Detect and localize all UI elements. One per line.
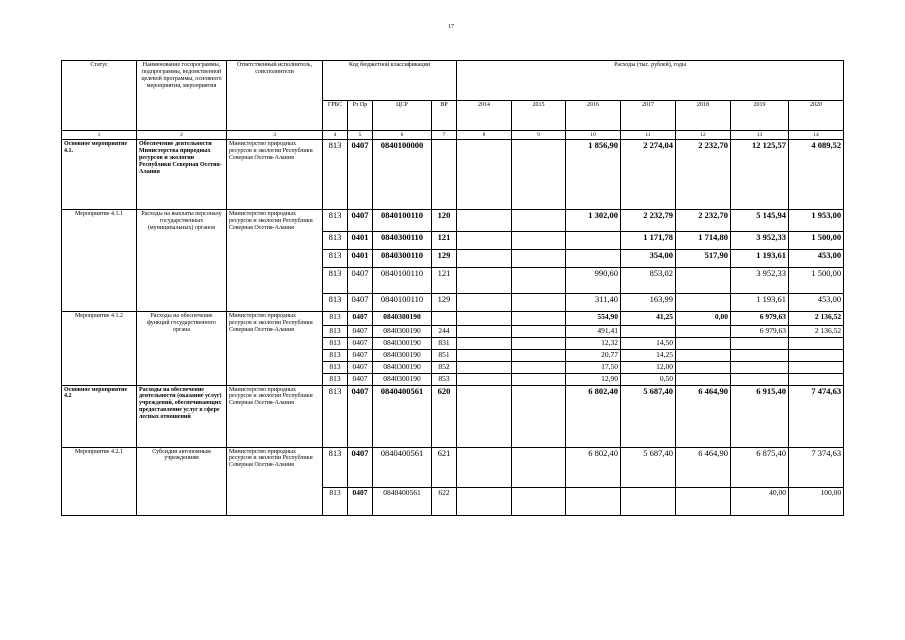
row-status: Мероприятие 4.1.2 <box>62 312 137 385</box>
cell-csr: 0840300190 <box>373 373 432 385</box>
cell-year-2014 <box>457 232 512 250</box>
cell-year-2014 <box>457 210 512 232</box>
cell-year-2017: 1 171,78 <box>621 232 676 250</box>
cell-year-2015 <box>512 312 566 326</box>
row-name: Обеспечение деятельности Министерства природных ресурсов и экологии Республики Северная Осетия-Алания <box>137 140 227 210</box>
table-row <box>62 312 844 326</box>
table-row <box>62 210 844 232</box>
cell-year-2016: 6 802,40 <box>566 447 621 487</box>
cell-year-2018: 6 464,90 <box>676 385 731 447</box>
cell-csr: 0840100110 <box>373 294 432 312</box>
cell-grbs: 813 <box>323 338 348 350</box>
cell-year-2020 <box>789 373 844 385</box>
cell-csr: 0840300190 <box>373 362 432 374</box>
row-executor: Министерство природных ресурсов и экологии Республики Северная Осетия-Алания <box>227 385 323 447</box>
cell-grbs: 813 <box>323 250 348 268</box>
header-year-2017: 2017 <box>621 101 676 131</box>
cell-year-2020: 2 136,52 <box>789 326 844 338</box>
cell-year-2016: 12,90 <box>566 373 621 385</box>
cell-csr: 0840300110 <box>373 232 432 250</box>
cell-csr: 0840100000 <box>373 140 432 210</box>
cell-rzpr: 0401 <box>348 232 373 250</box>
cell-year-2016: 6 802,40 <box>566 385 621 447</box>
cell-year-2019: 1 193,61 <box>731 294 789 312</box>
cell-year-2017: 5 687,40 <box>621 385 676 447</box>
cell-rzpr: 0407 <box>348 447 373 487</box>
cell-year-2016: 554,90 <box>566 312 621 326</box>
cell-year-2015 <box>512 385 566 447</box>
cell-year-2020: 453,00 <box>789 294 844 312</box>
table-body <box>62 61 844 516</box>
cell-year-2017: 41,25 <box>621 312 676 326</box>
colnum: 13 <box>731 131 789 140</box>
row-status: Основное мероприятие 4.2 <box>62 385 137 447</box>
cell-csr: 0840400561 <box>373 447 432 487</box>
colnum: 3 <box>227 131 323 140</box>
cell-vr: 121 <box>432 232 457 250</box>
cell-year-2016: 311,40 <box>566 294 621 312</box>
cell-vr: 129 <box>432 250 457 268</box>
cell-year-2020: 1 500,00 <box>789 268 844 294</box>
cell-year-2019: 5 145,94 <box>731 210 789 232</box>
cell-year-2019 <box>731 373 789 385</box>
table-row <box>62 385 844 447</box>
cell-vr: 244 <box>432 326 457 338</box>
cell-year-2015 <box>512 250 566 268</box>
cell-year-2017: 12,00 <box>621 362 676 374</box>
colnum: 6 <box>373 131 432 140</box>
colnum: 2 <box>137 131 227 140</box>
cell-year-2016: 1 302,00 <box>566 210 621 232</box>
table-row <box>62 447 844 487</box>
cell-year-2018: 2 232,70 <box>676 140 731 210</box>
header-csr: ЦСР <box>373 101 432 131</box>
cell-rzpr: 0407 <box>348 140 373 210</box>
cell-year-2019: 6 979,63 <box>731 312 789 326</box>
cell-year-2014 <box>457 268 512 294</box>
cell-year-2016: 990,60 <box>566 268 621 294</box>
cell-year-2017: 853,02 <box>621 268 676 294</box>
cell-vr <box>432 140 457 210</box>
cell-vr: 129 <box>432 294 457 312</box>
row-executor: Министерство природных ресурсов и экологии Республики Северная Осетия-Алания <box>227 210 323 312</box>
column-number-row <box>62 131 844 140</box>
cell-year-2020: 100,00 <box>789 487 844 515</box>
cell-grbs: 813 <box>323 294 348 312</box>
cell-year-2015 <box>512 338 566 350</box>
colnum: 11 <box>621 131 676 140</box>
cell-year-2015 <box>512 350 566 362</box>
cell-year-2018: 6 464,90 <box>676 447 731 487</box>
cell-year-2018: 1 714,80 <box>676 232 731 250</box>
cell-year-2017 <box>621 487 676 515</box>
cell-year-2019: 1 193,61 <box>731 250 789 268</box>
cell-year-2014 <box>457 350 512 362</box>
cell-year-2018 <box>676 326 731 338</box>
cell-year-2014 <box>457 373 512 385</box>
cell-year-2020: 1 953,00 <box>789 210 844 232</box>
cell-vr: 120 <box>432 210 457 232</box>
row-name: Расходы на обеспечение функций государственного органа <box>137 312 227 385</box>
header-year-2014: 2014 <box>457 101 512 131</box>
cell-vr: 831 <box>432 338 457 350</box>
cell-rzpr: 0407 <box>348 487 373 515</box>
cell-year-2019: 40,00 <box>731 487 789 515</box>
cell-year-2016: 12,32 <box>566 338 621 350</box>
cell-grbs: 813 <box>323 373 348 385</box>
header-year-2018: 2018 <box>676 101 731 131</box>
cell-grbs: 813 <box>323 140 348 210</box>
colnum: 1 <box>62 131 137 140</box>
header-grbs: ГРБС <box>323 101 348 131</box>
cell-grbs: 813 <box>323 350 348 362</box>
header-year-2015: 2015 <box>512 101 566 131</box>
cell-year-2014 <box>457 362 512 374</box>
cell-year-2016: 1 856,90 <box>566 140 621 210</box>
cell-year-2020: 7 474,63 <box>789 385 844 447</box>
cell-vr: 622 <box>432 487 457 515</box>
cell-year-2019 <box>731 350 789 362</box>
cell-year-2018 <box>676 294 731 312</box>
row-name: Субсидии автономным учреждениям <box>137 447 227 515</box>
cell-year-2014 <box>457 326 512 338</box>
cell-year-2017 <box>621 326 676 338</box>
cell-rzpr: 0407 <box>348 362 373 374</box>
cell-year-2016 <box>566 487 621 515</box>
colnum: 10 <box>566 131 621 140</box>
cell-year-2015 <box>512 362 566 374</box>
cell-rzpr: 0407 <box>348 210 373 232</box>
cell-year-2020: 4 089,52 <box>789 140 844 210</box>
cell-year-2014 <box>457 312 512 326</box>
cell-csr: 0840300190 <box>373 350 432 362</box>
cell-year-2017: 5 687,40 <box>621 447 676 487</box>
cell-csr: 0840300190 <box>373 312 432 326</box>
header-executor: Ответственный исполнитель, соисполнители <box>227 61 323 131</box>
cell-year-2015 <box>512 447 566 487</box>
cell-year-2020: 453,00 <box>789 250 844 268</box>
table-row <box>62 140 844 210</box>
cell-rzpr: 0407 <box>348 373 373 385</box>
colnum: 12 <box>676 131 731 140</box>
cell-year-2015 <box>512 268 566 294</box>
cell-year-2016: 17,50 <box>566 362 621 374</box>
row-executor: Министерство природных ресурсов и экологии Республики Северная Осетия-Алания <box>227 140 323 210</box>
cell-year-2017: 163,99 <box>621 294 676 312</box>
row-status: Мероприятие 4.1.1 <box>62 210 137 312</box>
cell-csr: 0840400561 <box>373 385 432 447</box>
cell-year-2017: 354,00 <box>621 250 676 268</box>
cell-grbs: 813 <box>323 210 348 232</box>
header-year-2019: 2019 <box>731 101 789 131</box>
cell-year-2015 <box>512 326 566 338</box>
cell-year-2016 <box>566 232 621 250</box>
cell-csr: 0840300190 <box>373 338 432 350</box>
header-status: Статус <box>62 61 137 131</box>
budget-table <box>61 60 844 516</box>
cell-year-2018 <box>676 487 731 515</box>
cell-vr <box>432 312 457 326</box>
cell-year-2020 <box>789 362 844 374</box>
cell-year-2014 <box>457 140 512 210</box>
header-code-group: Код бюджетной классификации <box>323 61 457 101</box>
row-executor: Министерство природных ресурсов и экологии Республики Северная Осетия-Алания <box>227 312 323 385</box>
cell-year-2020: 1 500,00 <box>789 232 844 250</box>
cell-csr: 0840300110 <box>373 250 432 268</box>
header-row-top <box>62 61 844 101</box>
cell-year-2014 <box>457 385 512 447</box>
cell-rzpr: 0401 <box>348 250 373 268</box>
cell-rzpr: 0407 <box>348 326 373 338</box>
cell-year-2018 <box>676 268 731 294</box>
cell-vr: 853 <box>432 373 457 385</box>
cell-year-2018 <box>676 338 731 350</box>
cell-grbs: 813 <box>323 385 348 447</box>
cell-grbs: 813 <box>323 487 348 515</box>
header-rzpr: Рз Пр <box>348 101 373 131</box>
cell-vr: 121 <box>432 268 457 294</box>
cell-year-2018: 2 232,70 <box>676 210 731 232</box>
header-year-2020: 2020 <box>789 101 844 131</box>
cell-vr: 621 <box>432 447 457 487</box>
cell-year-2017: 2 274,04 <box>621 140 676 210</box>
cell-rzpr: 0407 <box>348 350 373 362</box>
cell-grbs: 813 <box>323 326 348 338</box>
cell-year-2015 <box>512 140 566 210</box>
cell-year-2017: 2 232,79 <box>621 210 676 232</box>
cell-year-2019: 3 952,33 <box>731 232 789 250</box>
cell-year-2020: 2 136,52 <box>789 312 844 326</box>
cell-year-2020: 7 374,63 <box>789 447 844 487</box>
cell-year-2018 <box>676 373 731 385</box>
cell-year-2018: 517,90 <box>676 250 731 268</box>
cell-grbs: 813 <box>323 362 348 374</box>
row-status: Мероприятие 4.2.1 <box>62 447 137 515</box>
cell-year-2014 <box>457 250 512 268</box>
cell-year-2018 <box>676 350 731 362</box>
cell-year-2017: 14,50 <box>621 338 676 350</box>
header-year-2016: 2016 <box>566 101 621 131</box>
cell-csr: 0840100110 <box>373 268 432 294</box>
cell-rzpr: 0407 <box>348 385 373 447</box>
cell-year-2015 <box>512 232 566 250</box>
cell-year-2016 <box>566 250 621 268</box>
cell-rzpr: 0407 <box>348 268 373 294</box>
page-number: 17 <box>448 24 454 30</box>
colnum: 14 <box>789 131 844 140</box>
cell-year-2019 <box>731 362 789 374</box>
cell-vr: 852 <box>432 362 457 374</box>
cell-year-2018 <box>676 362 731 374</box>
header-expense-group: Расходы (тыс. рублей), годы <box>457 61 844 101</box>
cell-year-2015 <box>512 294 566 312</box>
cell-year-2019: 12 125,57 <box>731 140 789 210</box>
cell-rzpr: 0407 <box>348 312 373 326</box>
cell-year-2020 <box>789 350 844 362</box>
cell-vr: 851 <box>432 350 457 362</box>
cell-year-2019: 6 915,40 <box>731 385 789 447</box>
cell-year-2019 <box>731 338 789 350</box>
cell-year-2016: 20,77 <box>566 350 621 362</box>
cell-year-2014 <box>457 294 512 312</box>
cell-year-2015 <box>512 487 566 515</box>
cell-year-2017: 0,50 <box>621 373 676 385</box>
cell-year-2019: 3 952,33 <box>731 268 789 294</box>
header-name: Наименование госпрограммы, подпрограммы, ведомственной целевой программы, основного мероприятия, мероприятия <box>137 61 227 131</box>
cell-year-2019: 6 875,40 <box>731 447 789 487</box>
cell-csr: 0840100110 <box>373 210 432 232</box>
row-name: Расходы на обеспечение деятельности (оказание услуг) учреждений, обеспечивающих предоставление услуг в сфере лесных отношений <box>137 385 227 447</box>
cell-year-2014 <box>457 487 512 515</box>
cell-year-2015 <box>512 373 566 385</box>
cell-rzpr: 0407 <box>348 338 373 350</box>
row-status: Основное мероприятие 4.1. <box>62 140 137 210</box>
cell-rzpr: 0407 <box>348 294 373 312</box>
header-vr: ВР <box>432 101 457 131</box>
cell-vr: 620 <box>432 385 457 447</box>
cell-csr: 0840400561 <box>373 487 432 515</box>
cell-grbs: 813 <box>323 268 348 294</box>
row-name: Расходы на выплаты персоналу государственных (муниципальных) органов <box>137 210 227 312</box>
cell-grbs: 813 <box>323 447 348 487</box>
row-executor: Министерство природных ресурсов и экологии Республики Северная Осетия-Алания <box>227 447 323 515</box>
colnum: 5 <box>348 131 373 140</box>
colnum: 7 <box>432 131 457 140</box>
colnum: 8 <box>457 131 512 140</box>
cell-year-2014 <box>457 338 512 350</box>
cell-year-2020 <box>789 338 844 350</box>
colnum: 9 <box>512 131 566 140</box>
cell-year-2016: 491,41 <box>566 326 621 338</box>
cell-year-2017: 14,25 <box>621 350 676 362</box>
cell-year-2015 <box>512 210 566 232</box>
cell-grbs: 813 <box>323 232 348 250</box>
cell-year-2018: 0,00 <box>676 312 731 326</box>
cell-grbs: 813 <box>323 312 348 326</box>
cell-year-2014 <box>457 447 512 487</box>
colnum: 4 <box>323 131 348 140</box>
cell-csr: 0840300190 <box>373 326 432 338</box>
cell-year-2019: 6 979,63 <box>731 326 789 338</box>
